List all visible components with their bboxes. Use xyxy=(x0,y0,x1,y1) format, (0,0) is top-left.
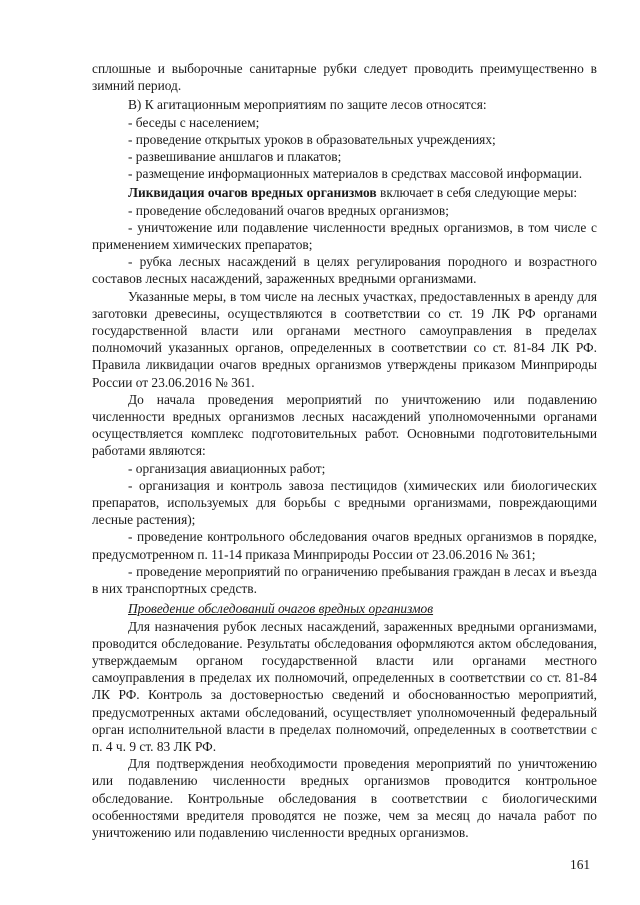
list-item: - беседы с населением; xyxy=(128,114,260,130)
paragraph: Для подтверждения необходимости проведения мероприятий по уничтожению или подавлению численности вредных организмов проводится контрольное обследование. Контрольные обследования в соответствии с биологическими особенностями вредителя проводятся не позже, чем за месяц до начала работ по уничтожению или подавлению численности вредных организмов. xyxy=(92,756,597,840)
section-heading: Проведение обследований очагов вредных организмов xyxy=(128,601,434,617)
paragraph: Указанные меры, в том числе на лесных участках, предоставленных в аренду для заготовки древесины, осуществляются в соответствии со ст. 19 ЛК РФ органами государственной власти или органами местного самоуправления в пределах полномочий указанных органов, определенных в соответствии со ст. 81-84 ЛК РФ. Правила ликвидации очагов вредных организмов утверждены приказом Минприроды России от 23.06.2016 № 361. xyxy=(92,288,597,390)
paragraph xyxy=(92,184,597,201)
paragraph: В) К агитационным мероприятиям по защите лесов относятся: xyxy=(128,97,487,113)
paragraph: До начала проведения мероприятий по уничтожению или подавлению численности вредных организмов лесных насаждений уполномоченными органами осуществляется комплекс подготовительных работ. Основными подготовительными работами являются: xyxy=(92,391,597,459)
list-item: - рубка лесных насаждений в целях регулирования породного и возрастного составов лесных насаждений, зараженных вредными организмами. xyxy=(92,254,597,287)
paragraph-text: включает в себя следующие меры: xyxy=(376,185,578,201)
paragraph: сплошные и выборочные санитарные рубки следует проводить преимущественно в зимний период. xyxy=(92,61,597,94)
list-item: - проведение контрольного обследования очагов вредных организмов в порядке, предусмотренном п. 11-14 приказа Минприроды России от 23.06.2016 № 361; xyxy=(92,529,597,562)
list-item: - проведение обследований очагов вредных организмов; xyxy=(128,202,449,218)
page-body xyxy=(92,60,597,841)
paragraph: Для назначения рубок лесных насаждений, зараженных вредными организмами, проводится обследование. Результаты обследования оформляются актом обследования, утверждаемым органом государственной власти или органами местного самоуправления в пределах их полномочий, определенных в соответствии со ст. 81-84 ЛК РФ. Контроль за достоверностью сведений и обоснованностью мероприятий, предусмотренных актами обследований, осуществляет уполномоченный федеральный орган исполнительной власти в пределах полномочий, определенных в соответствии с п. 4 ч. 9 ст. 83 ЛК РФ. xyxy=(92,618,597,754)
list-item: - проведение открытых уроков в образовательных учреждениях; xyxy=(128,131,496,147)
list-item: - организация авиационных работ; xyxy=(128,460,326,476)
list-item: - проведение мероприятий по ограничению пребывания граждан в лесах и въезда в них транспортных средств. xyxy=(92,563,597,597)
list-item: - размещение информационных материалов в средствах массовой информации. xyxy=(128,166,583,182)
list-item: - организация и контроль завоза пестицидов (химических или биологических препаратов, используемых для борьбы с вредными организмами, повреждающими лесные растения); xyxy=(92,477,597,528)
page-number: 161 xyxy=(570,857,591,872)
list-item: - развешивание аншлагов и плакатов; xyxy=(128,149,342,165)
list-item: - уничтожение или подавление численности вредных организмов, в том числе с применением химических препаратов; xyxy=(92,219,597,253)
bold-term: Ликвидация очагов вредных организмов xyxy=(128,185,377,201)
